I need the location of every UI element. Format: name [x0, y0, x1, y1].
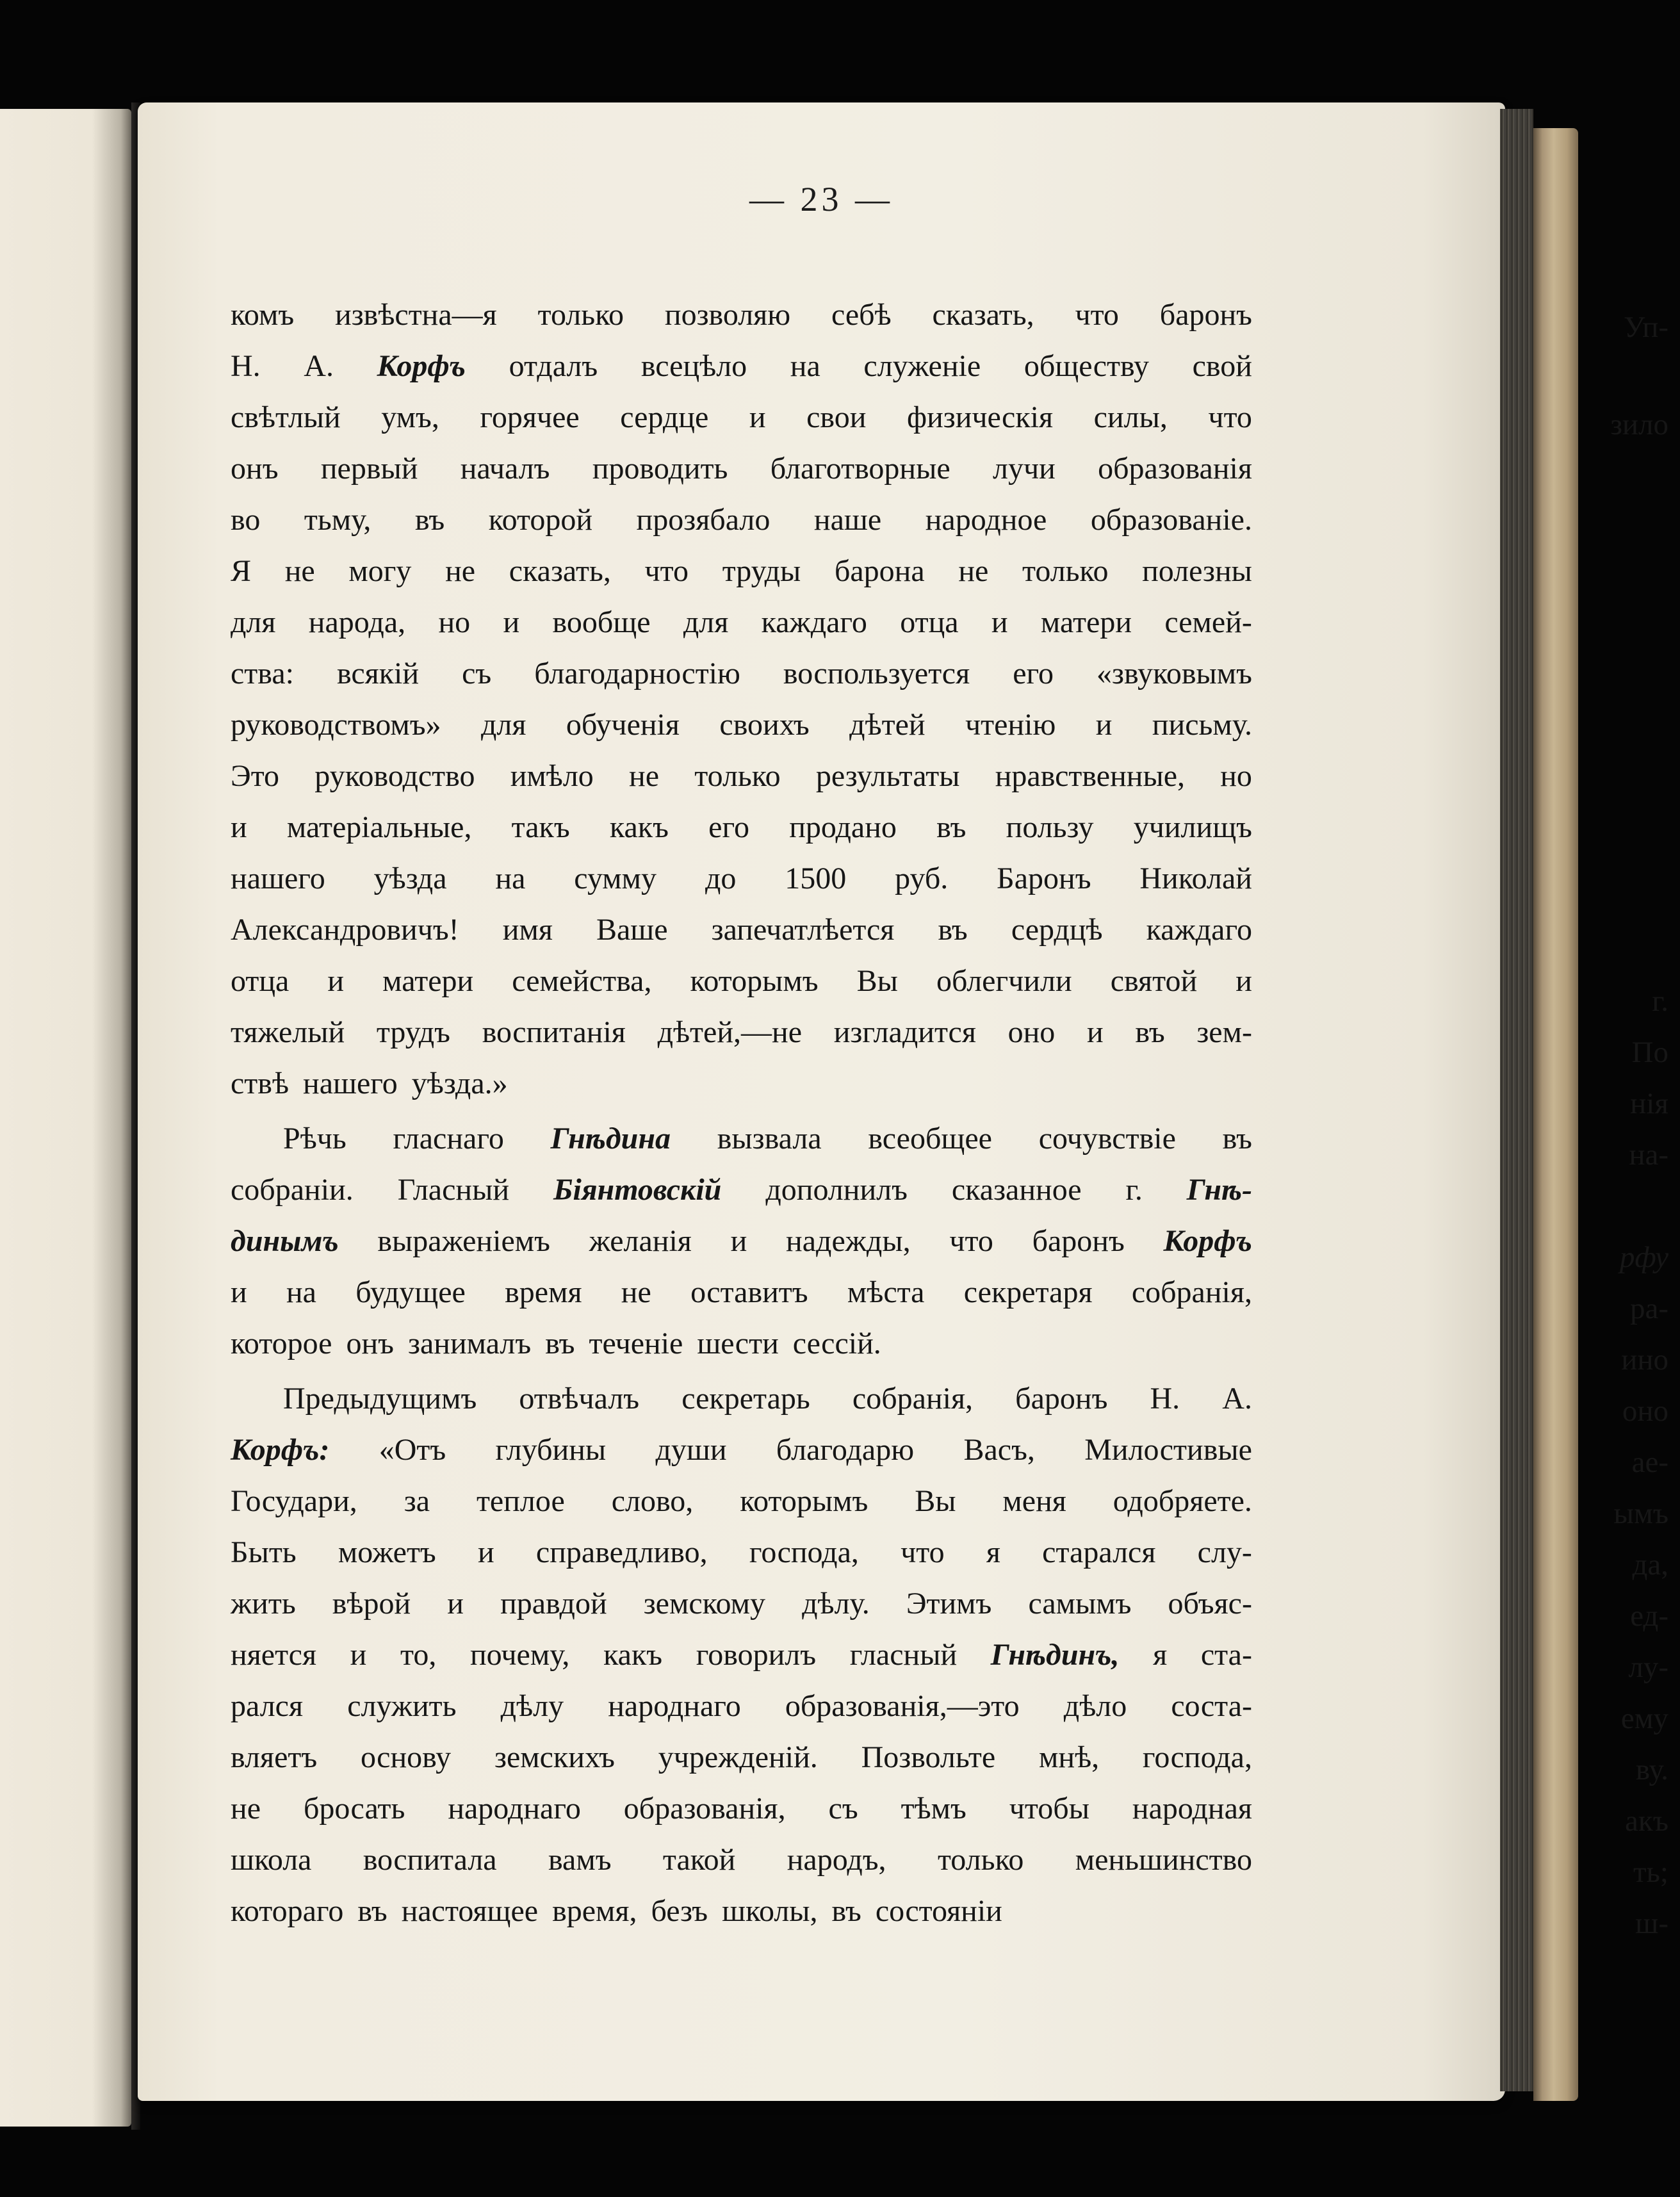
text-line: свѣтлый умъ, горячее сердце и свои физическія силы, что [231, 400, 1252, 434]
text-line: Корфъ: «Отъ глубины души благодарю Васъ, Милостивые [231, 1433, 1252, 1467]
text-line: Предыдущимъ отвѣчалъ секретарь собранія, баронъ Н. А. [283, 1382, 1252, 1416]
left-page-fragment: ымъ [1613, 1497, 1668, 1530]
text-line: руководствомъ» для обученія своихъ дѣтей чтенію и письму. [231, 708, 1252, 742]
page-body-text [231, 290, 1252, 1937]
text-line: динымъ выраженіемъ желанія и надежды, что баронъ Корфъ [231, 1224, 1252, 1258]
text-line: Александровичъ! имя Ваше запечатлѣется въ сердцѣ каждаго [231, 913, 1252, 947]
text-line: тяжелый трудъ воспитанія дѣтей,—не изгладится оно и въ зем- [231, 1015, 1252, 1049]
text-line: Государи, за теплое слово, которымъ Вы меня одобряете. [231, 1484, 1252, 1518]
text-line: собраніи. Гласный Біянтовскій дополнилъ сказанное г. Гнѣ- [231, 1173, 1252, 1207]
text-line: Это руководство имѣло не только результаты нравственные, но [231, 759, 1252, 793]
left-page-fragment: ш- [1635, 1907, 1668, 1940]
text-line: вляетъ основу земскихъ учрежденій. Позвольте мнѣ, господа, [231, 1740, 1252, 1774]
left-page-fragment: ино [1621, 1343, 1668, 1376]
text-line: онъ первый началъ проводить благотворные лучи образованія [231, 452, 1252, 486]
left-page-fragment: акъ [1625, 1804, 1668, 1838]
text-line: и матеріальные, такъ какъ его продано въ пользу училищъ [231, 810, 1252, 844]
left-page-fragment: ае- [1631, 1446, 1668, 1479]
left-page-fragment: нія [1630, 1087, 1668, 1120]
left-page-fragment: ть; [1633, 1856, 1668, 1889]
text-line: отца и матери семейства, которымъ Вы облегчили святой и [231, 964, 1252, 998]
left-page-fragment: ему [1620, 1702, 1668, 1735]
text-line: во тьму, въ которой прозябало наше народное образованіе. [231, 503, 1252, 537]
left-page-fragment: на- [1629, 1138, 1668, 1172]
page-edges [1500, 109, 1533, 2091]
left-page-fragment: оно [1622, 1394, 1668, 1428]
text-line: няется и то, почему, какъ говорилъ гласный Гнѣдинъ, я ста- [231, 1638, 1252, 1672]
text-line: комъ извѣстна—я только позволяю себѣ сказать, что баронъ [231, 298, 1252, 332]
left-page-fragment: зило [1610, 408, 1668, 441]
text-line: рался служить дѣлу народнаго образованія,—это дѣло соста- [231, 1689, 1252, 1723]
text-line: котораго въ настоящее время, безъ школы, въ состояніи [231, 1894, 1002, 1928]
text-line: для народа, но и вообще для каждаго отца и матери семей- [231, 605, 1252, 639]
page-number: — 23 — [749, 180, 893, 218]
left-page-fragment: ра- [1629, 1292, 1668, 1325]
left-page-fragment: Уп- [1624, 311, 1668, 344]
left-page-fragment: г. [1652, 984, 1668, 1018]
text-line: и на будущее время не оставитъ мѣста секретаря собранія, [231, 1275, 1252, 1309]
text-line: Я не могу не сказать, что труды барона не только полезны [231, 554, 1252, 588]
left-page-fragment: да, [1632, 1548, 1668, 1581]
text-line: школа воспитала вамъ такой народъ, только меньшинство [231, 1843, 1252, 1877]
text-line: ства: всякій съ благодарностію воспользуется его «звуковымъ [231, 657, 1252, 690]
text-line: нашего уѣзда на сумму до 1500 руб. Баронъ Николай [231, 862, 1252, 895]
left-page [0, 109, 131, 2127]
left-page-fragment: По [1631, 1036, 1668, 1069]
left-page-fragment: ед- [1630, 1599, 1668, 1633]
left-page-fragment: ву. [1635, 1753, 1668, 1786]
text-line: жить вѣрой и правдой земскому дѣлу. Этимъ самымъ объяс- [231, 1587, 1252, 1621]
text-line: Рѣчь гласнаго Гнѣдина вызвала всеобщее сочувствіе въ [283, 1122, 1252, 1156]
left-page-fragment: лу- [1628, 1651, 1668, 1684]
text-line: не бросать народнаго образованія, съ тѣмъ чтобы народная [231, 1792, 1252, 1825]
text-line: которое онъ занималъ въ теченіе шести сессій. [231, 1327, 881, 1360]
text-line: Н. А. Корфъ отдалъ всецѣло на служеніе обществу свой [231, 349, 1252, 383]
left-page-fragment: рфу [1619, 1241, 1668, 1274]
text-line: Быть можетъ и справедливо, господа, что я старался слу- [231, 1535, 1252, 1569]
text-line: ствѣ нашего уѣзда.» [231, 1066, 508, 1100]
